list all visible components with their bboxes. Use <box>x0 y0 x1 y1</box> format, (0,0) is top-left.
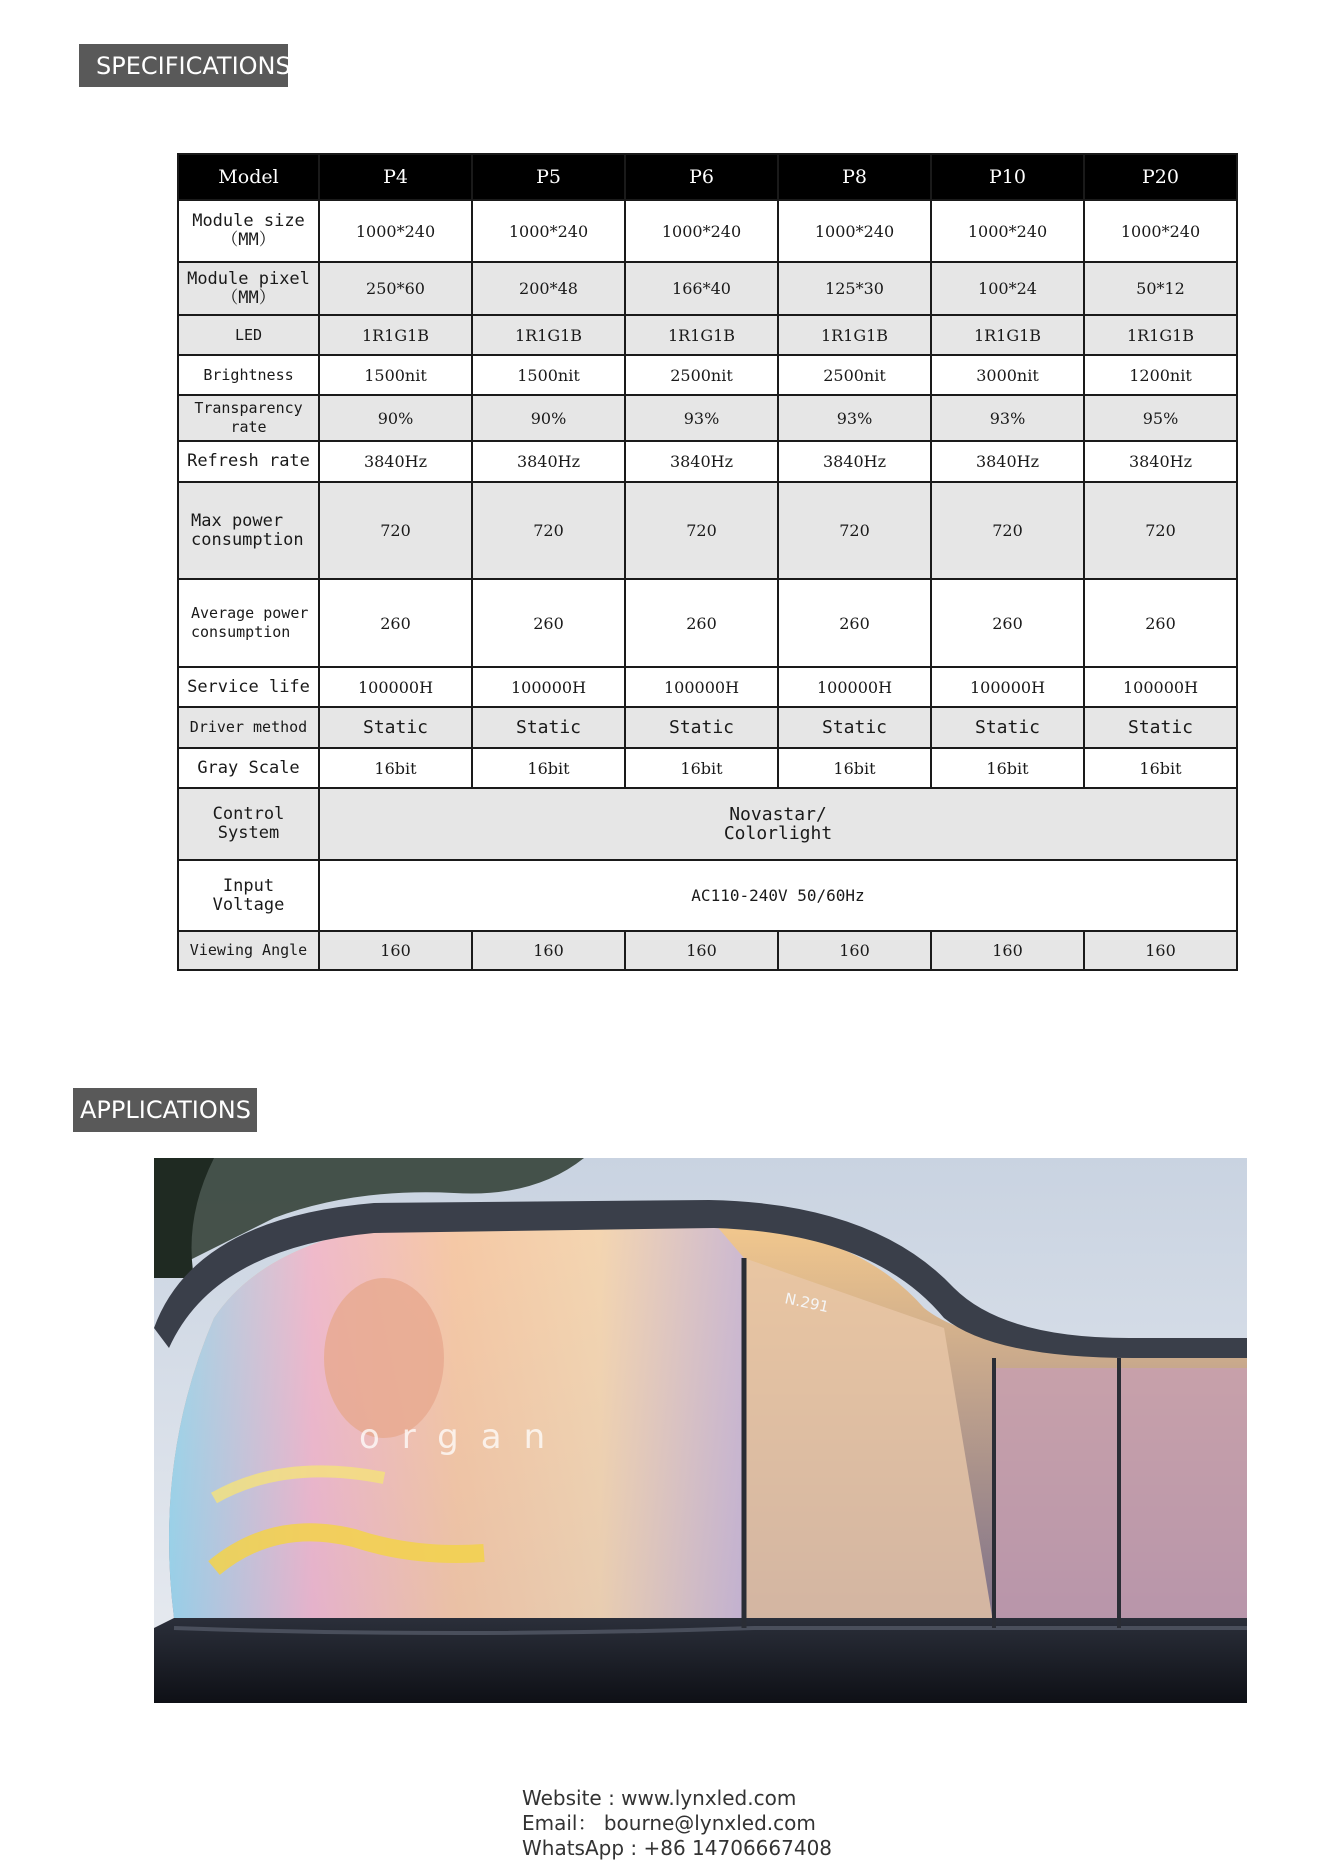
table-cell: Static <box>778 707 931 748</box>
table-row <box>178 200 1237 262</box>
table-cell: 1000*240 <box>625 200 778 262</box>
header-cell: P5 <box>472 154 625 200</box>
table-cell: 160 <box>1084 931 1237 970</box>
table-cell: 16bit <box>931 748 1084 788</box>
table-cell: 93% <box>625 395 778 441</box>
table-cell: 1000*240 <box>778 200 931 262</box>
table-cell: 1R1G1B <box>472 315 625 355</box>
table-row <box>178 482 1237 579</box>
header-cell: P8 <box>778 154 931 200</box>
row-label: Module size （MM） <box>178 200 319 262</box>
header-cell: P6 <box>625 154 778 200</box>
table-cell: 16bit <box>319 748 472 788</box>
table-cell: 1000*240 <box>1084 200 1237 262</box>
contact-website[interactable]: Website : www.lynxled.com <box>522 1786 797 1810</box>
table-row <box>178 579 1237 667</box>
table-cell: 16bit <box>1084 748 1237 788</box>
table-cell: 90% <box>472 395 625 441</box>
table-cell: 3840Hz <box>472 441 625 482</box>
table-cell: 93% <box>778 395 931 441</box>
table-row <box>178 395 1237 441</box>
table-cell: 1500nit <box>472 355 625 395</box>
photo-sign-text: N.291 <box>783 1289 831 1317</box>
table-cell: 160 <box>778 931 931 970</box>
table-row <box>178 441 1237 482</box>
table-cell: 1000*240 <box>319 200 472 262</box>
row-label: Driver method <box>178 707 319 748</box>
contact-email[interactable]: Email： bourne@lynxled.com <box>522 1811 816 1835</box>
row-label: Gray Scale <box>178 748 319 788</box>
table-cell: 1R1G1B <box>625 315 778 355</box>
table-cell: Static <box>625 707 778 748</box>
table-cell: 125*30 <box>778 262 931 315</box>
application-photo-illustration <box>154 1158 1247 1703</box>
table-cell: 100*24 <box>931 262 1084 315</box>
row-label: Transparency rate <box>178 395 319 441</box>
table-cell: 1500nit <box>319 355 472 395</box>
table-cell: Static <box>472 707 625 748</box>
header-cell: P10 <box>931 154 1084 200</box>
table-cell: 720 <box>625 482 778 579</box>
specifications-heading <box>79 44 291 87</box>
table-cell: 260 <box>472 579 625 667</box>
table-cell: 50*12 <box>1084 262 1237 315</box>
table-cell: 16bit <box>472 748 625 788</box>
table-row <box>178 931 1237 970</box>
table-cell: 2500nit <box>778 355 931 395</box>
table-cell: 160 <box>472 931 625 970</box>
table-cell: 1R1G1B <box>778 315 931 355</box>
photo-overlay-text: organ <box>359 1417 568 1457</box>
row-label: Refresh rate <box>178 441 319 482</box>
table-row <box>178 315 1237 355</box>
table-cell: 720 <box>931 482 1084 579</box>
table-cell: 16bit <box>778 748 931 788</box>
header-cell: P20 <box>1084 154 1237 200</box>
table-row <box>178 355 1237 395</box>
table-cell: 100000H <box>778 667 931 707</box>
specifications-table <box>177 153 1238 971</box>
row-label: Viewing Angle <box>178 931 319 970</box>
table-cell: Static <box>1084 707 1237 748</box>
table-header-row <box>178 154 1237 200</box>
row-label: Average power consumption <box>178 579 319 667</box>
table-cell: 1200nit <box>1084 355 1237 395</box>
table-cell: 1R1G1B <box>319 315 472 355</box>
table-cell: 250*60 <box>319 262 472 315</box>
table-cell: 3000nit <box>931 355 1084 395</box>
table-cell: 260 <box>778 579 931 667</box>
row-label: Module pixel （MM） <box>178 262 319 315</box>
applications-heading-text: APPLICATIONS <box>80 1096 251 1124</box>
table-cell: 3840Hz <box>778 441 931 482</box>
table-cell: 16bit <box>625 748 778 788</box>
header-cell: Model <box>178 154 319 200</box>
application-photo <box>154 1158 1247 1703</box>
table-cell: 160 <box>319 931 472 970</box>
table-cell: 166*40 <box>625 262 778 315</box>
table-row <box>178 788 1237 860</box>
table-cell: 90% <box>319 395 472 441</box>
table-row <box>178 860 1237 931</box>
table-cell-merged: AC110-240V 50/60Hz <box>319 860 1237 931</box>
table-cell: 1R1G1B <box>1084 315 1237 355</box>
table-row <box>178 667 1237 707</box>
table-cell: 260 <box>1084 579 1237 667</box>
table-cell: 3840Hz <box>625 441 778 482</box>
applications-heading <box>73 1088 257 1132</box>
row-label: Control System <box>178 788 319 860</box>
table-cell: 3840Hz <box>931 441 1084 482</box>
table-cell: 100000H <box>472 667 625 707</box>
table-cell: 100000H <box>931 667 1084 707</box>
row-label: Brightness <box>178 355 319 395</box>
table-cell: 100000H <box>319 667 472 707</box>
row-label: Service life <box>178 667 319 707</box>
table-row <box>178 262 1237 315</box>
table-cell: 720 <box>1084 482 1237 579</box>
table-cell: 260 <box>625 579 778 667</box>
table-cell: 93% <box>931 395 1084 441</box>
table-cell: 2500nit <box>625 355 778 395</box>
table-cell: 160 <box>931 931 1084 970</box>
table-row <box>178 748 1237 788</box>
table-cell: 200*48 <box>472 262 625 315</box>
row-label: LED <box>178 315 319 355</box>
table-cell: 1000*240 <box>472 200 625 262</box>
table-cell: 100000H <box>1084 667 1237 707</box>
table-row <box>178 707 1237 748</box>
table-cell: 720 <box>319 482 472 579</box>
table-cell: 260 <box>931 579 1084 667</box>
table-cell: Static <box>319 707 472 748</box>
table-cell: 3840Hz <box>1084 441 1237 482</box>
row-label: Max power consumption <box>178 482 319 579</box>
table-cell: 3840Hz <box>319 441 472 482</box>
table-cell: Static <box>931 707 1084 748</box>
header-cell: P4 <box>319 154 472 200</box>
table-cell-merged: Novastar/ Colorlight <box>319 788 1237 860</box>
specifications-heading-text: SPECIFICATIONS <box>96 51 291 80</box>
table-cell: 260 <box>319 579 472 667</box>
table-cell: 160 <box>625 931 778 970</box>
table-cell: 1R1G1B <box>931 315 1084 355</box>
table-cell: 100000H <box>625 667 778 707</box>
table-cell: 720 <box>778 482 931 579</box>
table-cell: 1000*240 <box>931 200 1084 262</box>
row-label: Input Voltage <box>178 860 319 931</box>
contact-whatsapp[interactable]: WhatsApp : +86 14706667408 <box>522 1836 833 1860</box>
contact-block <box>522 1786 832 1861</box>
table-cell: 95% <box>1084 395 1237 441</box>
table-cell: 720 <box>472 482 625 579</box>
